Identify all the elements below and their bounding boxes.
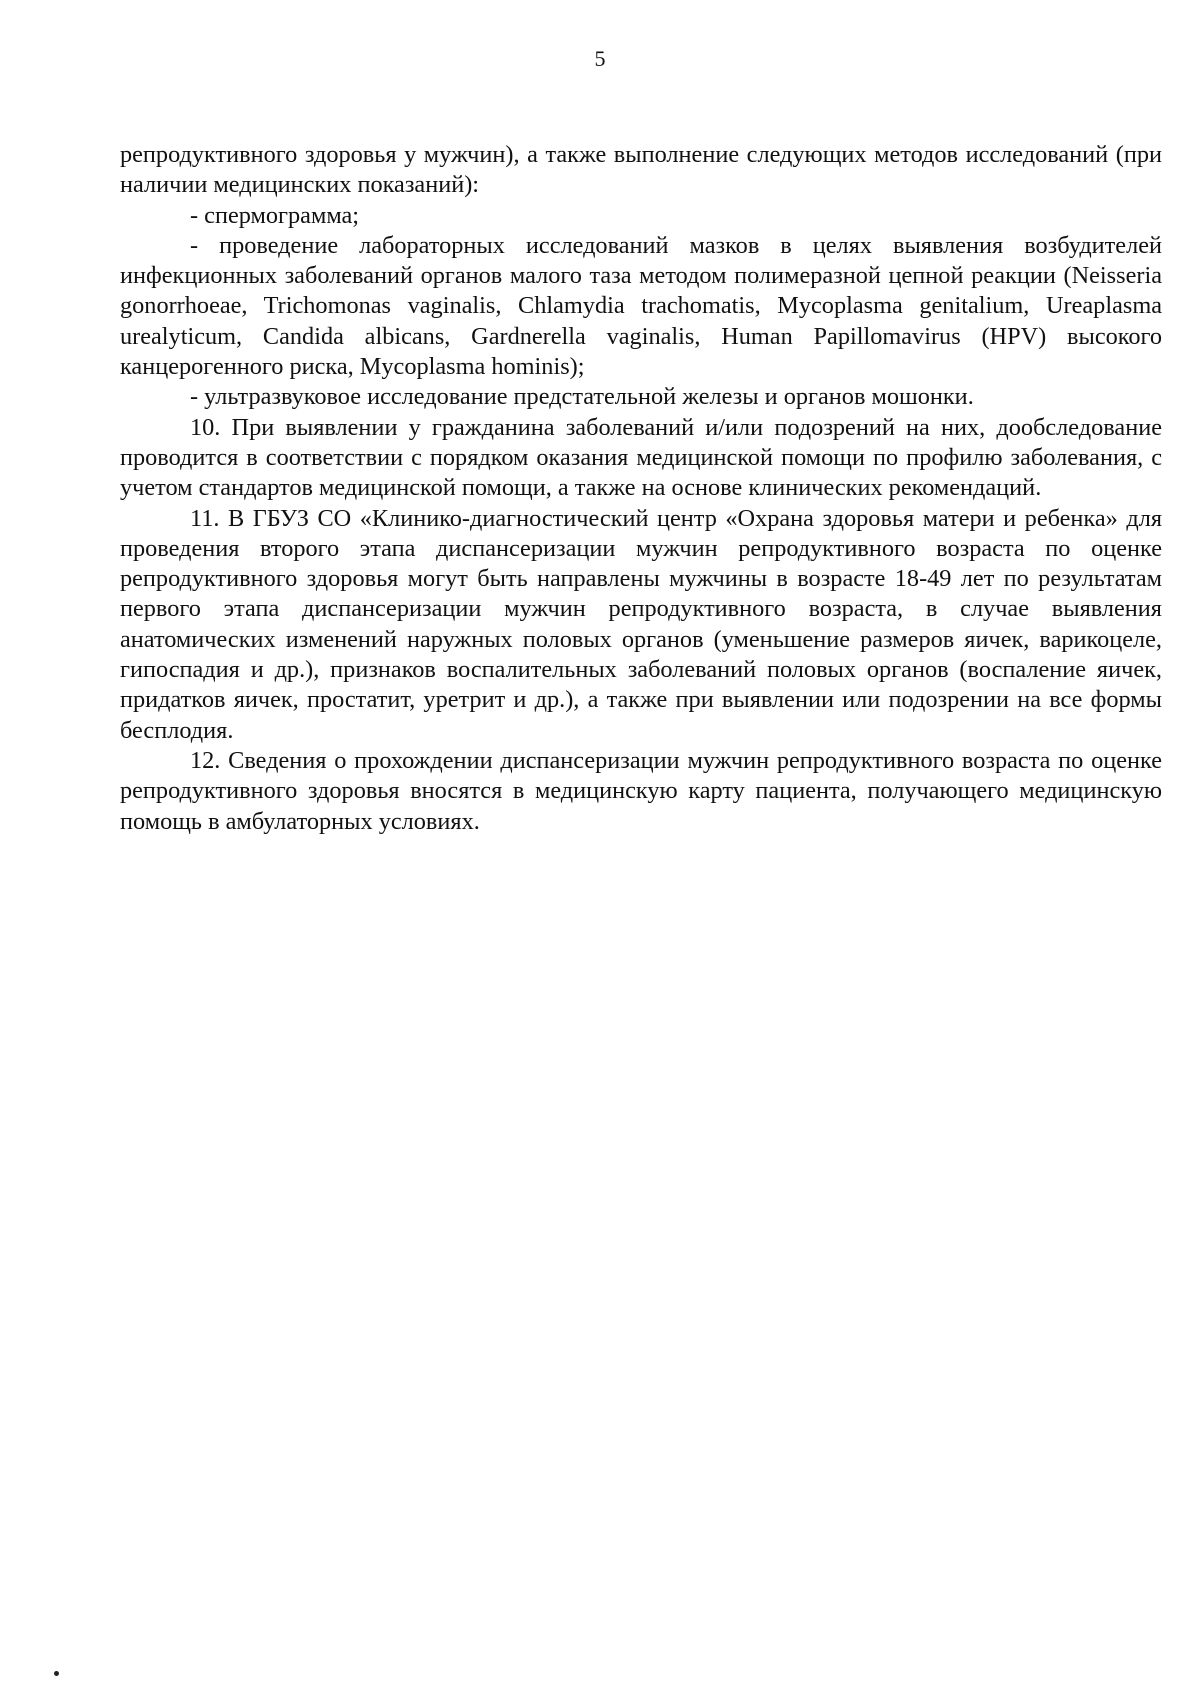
clause-10: 10. При выявлении у гражданина заболеваний и/или подозрений на них, дообследование проводится в соответствии с порядком оказания медицинской помощи по профилю заболевания, с учетом стандартов медицинской помощи, а также на основе клинических рекомендаций. [120,413,1162,502]
scan-dot-mark [54,1671,59,1676]
clause-12: 12. Сведения о прохождении диспансеризации мужчин репродуктивного возраста по оценке репродуктивного здоровья вносятся в медицинскую карту пациента, получающего медицинскую помощь в амбулаторных условиях. [120,746,1162,835]
paragraph-continuation: репродуктивного здоровья у мужчин), а также выполнение следующих методов исследований (при наличии медицинских показаний): [120,141,1162,199]
clause-11: 11. В ГБУЗ СО «Клинико-диагностический центр «Охрана здоровья матери и ребенка» для проведения второго этапа диспансеризации мужчин репродуктивного возраста по оценке репродуктивного здоровья могут быть направлены мужчины в возрасте 18-49 лет по результатам первого этапа диспансеризации мужчин репродуктивного возраста, в случае выявления анатомических изменений наружных половых органов (уменьшение размеров яичек, варикоцеле, гипоспадия и др.), признаков воспалительных заболеваний половых органов (воспаление яичек, придатков яичек, простатит, уретрит и др.), а также при выявлении или подозрении на все формы бесплодия. [120,504,1162,744]
list-item-spermogram: - спермограмма; [190,201,360,229]
list-item-ultrasound: - ультразвуковое исследование предстательной железы и органов мошонки. [190,383,974,411]
document-body [120,140,1162,837]
list-item-pcr-tests: - проведение лабораторных исследований мазков в целях выявления возбудителей инфекционных заболеваний органов малого таза методом полимеразной цепной реакции (Neisseria gonorrhoeae, Trichomonas vaginalis, Chlamydia trachomatis, Mycoplasma genitalium, Ureaplasma urealyticum, Candida albicans, Gardnerella vaginalis, Human Papillomavirus (HPV) высокого канцерогенного риска, Mycoplasma hominis); [120,231,1162,381]
page-number: 5 [594,46,606,71]
